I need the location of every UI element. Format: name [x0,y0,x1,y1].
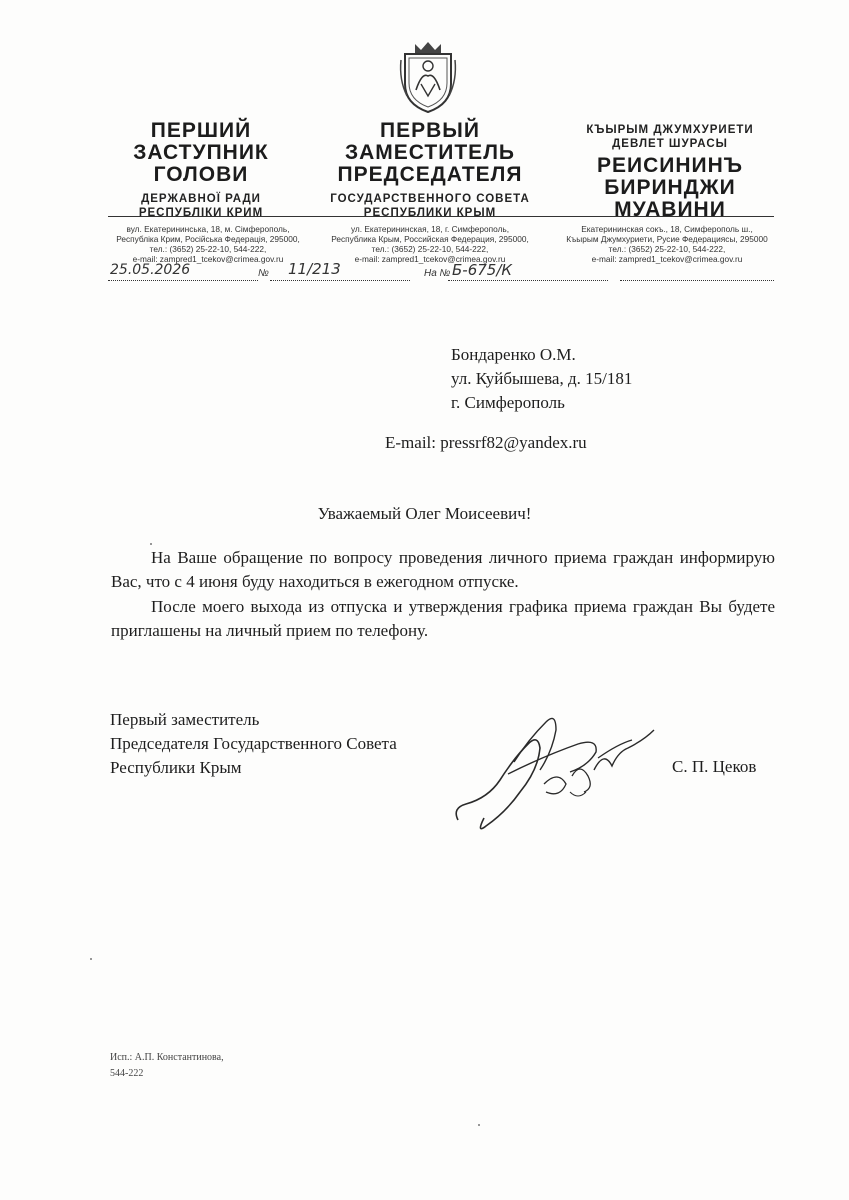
signatory-position [110,708,397,780]
body-paragraph: На Ваше обращение по вопросу проведения личного приема граждан информирую Вас, что с 4 июня буду находиться в ежегодном отпуске. [111,548,775,591]
recipient-name: Бондаренко О.М. [451,345,576,364]
address-line: тел.: (3652) 25-22-10, 544-222, [371,244,489,254]
letterhead-russian [318,120,542,220]
org-line: РЕСПУБЛИКИ КРЫМ [363,207,497,219]
letterhead-divider [108,216,774,217]
org-line: ДЕРЖАВНОЇ РАДИ [141,193,261,205]
executor-note [110,1050,224,1082]
title-line: МУАВИНИ [614,198,726,221]
address-line: e-mail: zampred1_tcekov@crimea.gov.ru [354,254,506,264]
position-line: Первый заместитель [110,710,260,729]
address-line: ул. Екатерининская, 18, г. Симферополь, [350,224,510,234]
org-line: ДЕВЛЕТ ШУРАСЫ [612,138,728,150]
recipient-city: г. Симферополь [451,393,565,412]
address-crimean-tatar [560,224,774,264]
address-line: e-mail: zampred1_tcekov@crimea.gov.ru [591,254,743,264]
letterhead-ukrainian [112,120,290,220]
number-label: № [258,268,269,279]
title-line: РЕИСИНИНЪ [596,154,744,177]
greeting: Уважаемый Олег Моисеевич! [317,504,532,523]
address-ukrainian [108,224,308,264]
scan-speck [478,1124,480,1126]
recipient-street: ул. Куйбышева, д. 15/181 [451,369,633,388]
title-line: ПЕРВЫЙ [380,119,480,142]
title-line: ПРЕДСЕДАТЕЛЯ [337,163,523,186]
address-line: e-mail: zampred1_tcekov@crimea.gov.ru [132,254,284,264]
address-line: вул. Екатерининська, 18, м. Сімферополь, [126,224,290,234]
address-line: тел.: (3652) 25-22-10, 544-222, [608,244,726,254]
address-line: Республіка Крим, Російська Федерація, 295000, [116,234,300,244]
address-line: Къырым Джумхуриети, Русие Федерациясы, 295000 [566,234,768,244]
org-line: КЪЫРЫМ ДЖУМХУРИЕТИ [586,124,754,136]
scan-speck [150,543,152,545]
recipient-block [451,343,632,415]
title-line: БИРИНДЖИ [604,176,736,199]
position-line: Председателя Государственного Совета [110,734,397,753]
reference-number: Б-675/К [452,261,513,279]
body-paragraph: После моего выхода из отпуска и утверждения графика приема граждан Вы будете приглашены на личный прием по телефону. [111,597,775,640]
recipient-email: E-mail: pressrf82@yandex.ru [385,433,587,452]
position-line: Республики Крым [110,758,242,777]
title-line: ЗАСТУПНИК [133,141,269,164]
title-line: ГОЛОВИ [153,163,249,186]
address-line: тел.: (3652) 25-22-10, 544-222, [149,244,267,254]
scan-speck [90,958,92,960]
coat-of-arms-icon [397,40,459,114]
handwritten-signature [448,700,663,840]
address-line: Екатерининская сокъ., 18, Симферополь ш., [581,224,753,234]
address-line: Республика Крым, Российская Федерация, 295000, [331,234,529,244]
outgoing-number: 11/213 [288,260,341,278]
executor-line: Исп.: А.П. Константинова, [110,1052,224,1063]
title-line: ЗАМЕСТИТЕЛЬ [344,141,516,164]
executor-line: 544-222 [110,1068,144,1079]
signatory-name: С. П. Цеков [672,757,757,776]
title-line: ПЕРШИЙ [150,119,252,142]
outgoing-date: 25.05.2026 [110,262,191,278]
ref-label: На № [424,268,451,279]
org-line: РЕСПУБЛІКИ КРИМ [138,207,264,219]
address-russian [312,224,548,264]
org-line: ГОСУДАРСТВЕННОГО СОВЕТА [330,193,530,205]
letterhead-crimean-tatar [570,123,770,221]
